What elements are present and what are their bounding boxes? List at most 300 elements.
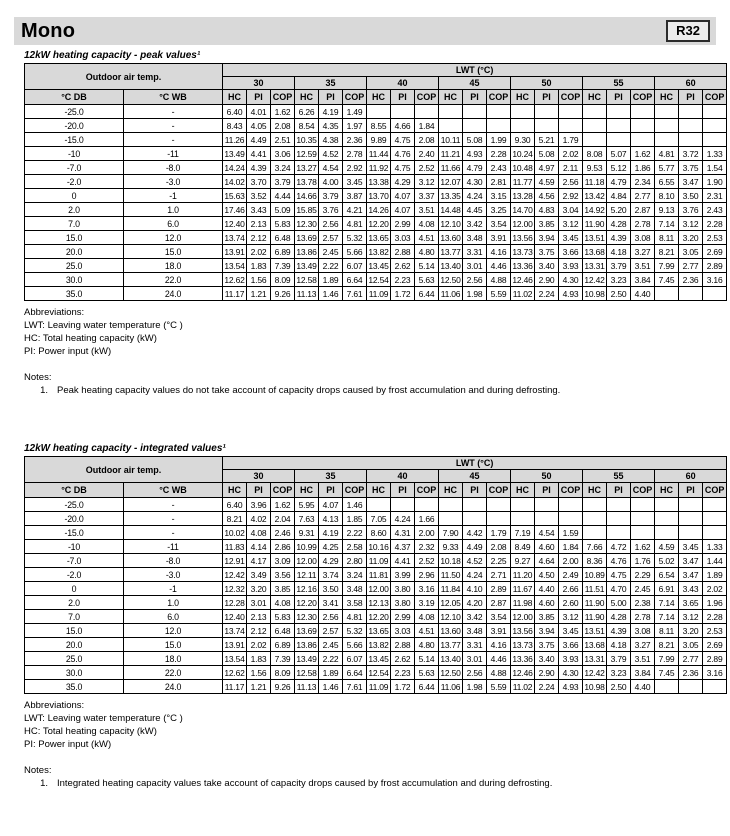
cell-cop: 2.92: [343, 161, 367, 175]
cell-pi: 3.40: [535, 259, 559, 273]
cell-cop: 1.89: [703, 568, 727, 582]
cell-db: -10: [25, 147, 124, 161]
cell-hc: 17.46: [224, 204, 245, 215]
cell-pi: 1.46: [319, 680, 343, 694]
cell-wb: -: [124, 512, 223, 526]
pi-column-header: PI: [535, 483, 559, 498]
cell-pi: 4.79: [607, 175, 631, 189]
cell-hc: 13.60: [440, 625, 461, 636]
cell-pi: 3.43: [679, 582, 703, 596]
cell-cop: 3.24: [271, 161, 295, 175]
cell-hc: 13.82: [368, 246, 389, 257]
model-banner: [14, 17, 716, 45]
cell-hc: 12.50: [440, 667, 461, 678]
cell-pi: 3.42: [463, 610, 487, 624]
cell-pi: 4.02: [247, 512, 271, 526]
cell-pi: 2.90: [535, 273, 559, 287]
cell-hc: 8.11: [655, 624, 679, 638]
cell-cop: [703, 133, 727, 147]
notes-heading: Notes:: [24, 372, 52, 383]
cell-wb: -: [124, 498, 223, 512]
cell-db: 35.0: [25, 680, 124, 694]
cell-cop: 2.86: [271, 540, 295, 554]
cell-wb: -8.0: [124, 161, 223, 175]
cell-hc: 13.65: [368, 625, 389, 636]
cell-db: 20.0: [25, 638, 124, 652]
cell-hc: 11.20: [511, 568, 535, 582]
cell-pi: 1.21: [247, 680, 271, 694]
table-row: [25, 119, 727, 133]
pi-column-header: PI: [247, 483, 271, 498]
cell-hc: 12.50: [440, 274, 461, 285]
cell-cop: 2.78: [631, 610, 655, 624]
table-row: [25, 273, 727, 287]
cell-pi: 3.50: [679, 189, 703, 203]
lwt-group-header: 45: [439, 470, 511, 483]
cell-pi: 1.89: [319, 273, 343, 287]
cell-pi: 4.54: [319, 161, 343, 175]
cell-hc: 14.48: [440, 204, 461, 215]
cell-pi: 4.25: [319, 540, 343, 554]
cell-hc: 5.02: [655, 554, 679, 568]
cell-hc: 11.13: [295, 680, 319, 694]
cell-hc: 13.49: [224, 148, 245, 159]
cell-cop: 1.46: [343, 498, 367, 512]
cell-pi: 3.20: [679, 231, 703, 245]
cell-hc: 13.56: [512, 625, 533, 636]
cell-cop: [559, 105, 583, 119]
cell-cop: 2.38: [631, 596, 655, 610]
cell-hc: 13.91: [224, 639, 245, 650]
cell-cop: 2.81: [487, 175, 511, 189]
cell-pi: 4.64: [535, 554, 559, 568]
cell-db: 35.0: [25, 287, 124, 301]
table-row: [25, 147, 727, 161]
cell-pi: 5.12: [607, 161, 631, 175]
cell-cop: 3.45: [559, 624, 583, 638]
cell-pi: 1.98: [463, 680, 487, 694]
cell-wb: -: [124, 105, 223, 119]
cell-cop: 2.40: [415, 147, 439, 161]
cell-hc: 8.21: [655, 638, 679, 652]
cell-hc: 10.02: [224, 527, 245, 538]
cell-pi: 4.40: [535, 582, 559, 596]
cell-cop: [703, 498, 727, 512]
cell-cop: 2.80: [343, 554, 367, 568]
cell-wb: -8.0: [124, 554, 223, 568]
lwt-group-header: 30: [223, 470, 295, 483]
cell-hc: 8.54: [295, 119, 319, 133]
cell-cop: 3.12: [559, 610, 583, 624]
hc-column-header: HC: [511, 90, 535, 105]
cell-cop: 1.62: [271, 498, 295, 512]
cell-cop: 3.27: [631, 245, 655, 259]
cop-column-header: COP: [559, 483, 583, 498]
cell-hc: 11.09: [367, 287, 391, 301]
cell-cop: [631, 119, 655, 133]
cell-pi: 4.07: [391, 189, 415, 203]
db-column-header: °C DB: [25, 483, 124, 498]
cell-pi: 1.72: [391, 287, 415, 301]
cell-pi: 4.76: [607, 554, 631, 568]
cell-cop: 4.51: [415, 624, 439, 638]
cell-cop: 3.51: [415, 203, 439, 217]
cell-hc: 13.45: [368, 653, 389, 664]
cell-cop: 3.15: [487, 189, 511, 203]
cell-pi: 2.56: [319, 217, 343, 231]
cell-cop: 3.19: [415, 596, 439, 610]
cell-cop: 2.87: [487, 596, 511, 610]
cell-cop: 3.08: [631, 231, 655, 245]
table-row: [25, 287, 727, 301]
cell-cop: 1.79: [487, 526, 511, 540]
cell-hc: 14.26: [368, 204, 389, 215]
cell-pi: [679, 287, 703, 301]
cell-cop: 5.09: [271, 203, 295, 217]
cell-pi: 5.08: [535, 147, 559, 161]
cell-cop: 7.39: [271, 652, 295, 666]
lwt-group-header: 50: [511, 470, 583, 483]
cell-pi: 2.62: [391, 652, 415, 666]
cell-hc: 11.66: [439, 161, 463, 175]
cell-hc: [439, 498, 463, 512]
cell-db: -25.0: [25, 105, 124, 119]
cell-hc: 11.17: [223, 680, 247, 694]
cell-hc: 7.45: [655, 666, 679, 680]
cell-cop: 5.83: [271, 610, 295, 624]
cell-hc: 7.45: [655, 273, 679, 287]
cell-cop: [703, 119, 727, 133]
cell-pi: 4.60: [535, 596, 559, 610]
lwt-group-header: 45: [439, 77, 511, 90]
cell-cop: 1.85: [343, 512, 367, 526]
cell-hc: 13.49: [296, 653, 317, 664]
cell-wb: -3.0: [124, 568, 223, 582]
cell-cop: 2.08: [487, 540, 511, 554]
cell-hc: 8.11: [655, 231, 679, 245]
table-row: [25, 133, 727, 147]
cell-cop: 2.11: [559, 161, 583, 175]
peak-table-title: 12kW heating capacity - peak values¹: [24, 50, 201, 61]
cell-pi: 4.31: [391, 526, 415, 540]
cell-hc: 11.02: [511, 680, 535, 694]
cell-cop: 3.48: [343, 582, 367, 596]
table-row: [25, 666, 727, 680]
cell-pi: [463, 119, 487, 133]
integrated-values-section: [14, 443, 725, 790]
cell-pi: [607, 512, 631, 526]
table-row: [25, 203, 727, 217]
cell-hc: 7.14: [655, 596, 679, 610]
cell-cop: [559, 512, 583, 526]
cell-pi: 3.74: [319, 568, 343, 582]
lwt-group-header: 60: [655, 77, 727, 90]
cell-cop: 2.53: [703, 624, 727, 638]
cell-pi: 4.93: [463, 147, 487, 161]
cell-cop: 4.51: [415, 231, 439, 245]
abbreviation-line: PI: Power input (kW): [24, 346, 112, 357]
cell-hc: 8.21: [223, 512, 247, 526]
cell-hc: 13.45: [368, 260, 389, 271]
cell-cop: 5.32: [343, 624, 367, 638]
cell-hc: 10.99: [296, 541, 317, 552]
cell-hc: 10.89: [584, 569, 605, 580]
cell-cop: 7.61: [343, 287, 367, 301]
cell-cop: 4.46: [487, 652, 511, 666]
cell-pi: 4.20: [463, 596, 487, 610]
cell-pi: 4.54: [535, 526, 559, 540]
cell-pi: [463, 105, 487, 119]
cell-cop: 4.21: [343, 203, 367, 217]
cell-cop: 5.59: [487, 287, 511, 301]
cell-hc: 11.26: [223, 133, 247, 147]
cell-pi: [535, 105, 559, 119]
cell-cop: 2.77: [631, 189, 655, 203]
cell-cop: 9.26: [271, 287, 295, 301]
cell-pi: 4.08: [247, 526, 271, 540]
cell-db: 2.0: [25, 203, 124, 217]
pi-column-header: PI: [463, 90, 487, 105]
cell-hc: 11.81: [367, 568, 391, 582]
cell-pi: 4.84: [607, 189, 631, 203]
cell-hc: 9.27: [511, 554, 535, 568]
cell-hc: 12.40: [224, 611, 245, 622]
cell-pi: 3.47: [679, 175, 703, 189]
cell-hc: 12.00: [512, 218, 533, 229]
cell-cop: 3.66: [559, 638, 583, 652]
pi-column-header: PI: [607, 90, 631, 105]
cell-db: 15.0: [25, 624, 124, 638]
abbreviations-heading: Abbreviations:: [24, 700, 85, 711]
lwt-group-header: 40: [367, 470, 439, 483]
cell-hc: [583, 133, 607, 147]
cell-pi: 1.89: [319, 666, 343, 680]
cell-hc: [511, 119, 535, 133]
cell-hc: 11.77: [511, 175, 535, 189]
cell-cop: 2.78: [343, 147, 367, 161]
cell-cop: 6.07: [343, 652, 367, 666]
cell-cop: 2.34: [631, 175, 655, 189]
cell-cop: [559, 119, 583, 133]
cell-db: -25.0: [25, 498, 124, 512]
cell-hc: [655, 512, 679, 526]
cell-hc: 13.51: [584, 625, 605, 636]
table-row: [25, 512, 727, 526]
cell-hc: 12.42: [584, 667, 605, 678]
cell-wb: 24.0: [124, 287, 223, 301]
cell-pi: 3.75: [535, 638, 559, 652]
cell-db: 25.0: [25, 652, 124, 666]
cell-cop: 4.44: [271, 189, 295, 203]
cell-pi: 3.23: [607, 273, 631, 287]
model-title: Mono: [21, 19, 76, 42]
hc-column-header: HC: [439, 483, 463, 498]
cell-pi: 4.41: [391, 554, 415, 568]
cell-cop: 2.96: [415, 568, 439, 582]
cell-pi: 3.72: [679, 147, 703, 161]
cell-cop: 2.89: [487, 582, 511, 596]
cell-hc: 13.69: [296, 625, 317, 636]
cell-cop: 4.93: [559, 680, 583, 694]
cell-cop: 3.58: [343, 596, 367, 610]
cell-cop: 2.08: [271, 119, 295, 133]
cell-cop: [631, 133, 655, 147]
cell-hc: [439, 512, 463, 526]
table-row: [25, 680, 727, 694]
cell-hc: 13.74: [224, 232, 245, 243]
cell-cop: 7.61: [343, 680, 367, 694]
cell-wb: 12.0: [124, 624, 223, 638]
cell-hc: 13.91: [224, 246, 245, 257]
abbreviation-line: PI: Power input (kW): [24, 739, 112, 750]
cell-hc: 11.02: [511, 287, 535, 301]
cell-pi: 3.48: [463, 231, 487, 245]
lwt-group-header: 35: [295, 470, 367, 483]
cell-pi: 3.01: [247, 596, 271, 610]
cell-hc: 12.20: [368, 611, 389, 622]
cell-hc: 10.48: [512, 162, 533, 173]
cell-pi: 3.79: [607, 652, 631, 666]
cell-hc: 12.28: [224, 597, 245, 608]
hc-column-header: HC: [367, 483, 391, 498]
cell-hc: 14.66: [296, 190, 317, 201]
cell-hc: 13.31: [584, 653, 605, 664]
table-row: [25, 105, 727, 119]
cell-cop: 4.40: [631, 287, 655, 301]
cell-db: 7.0: [25, 610, 124, 624]
cell-pi: 3.12: [679, 217, 703, 231]
cell-hc: 13.36: [512, 653, 533, 664]
cell-cop: 2.32: [415, 540, 439, 554]
cell-hc: 11.92: [367, 161, 391, 175]
cell-cop: 4.80: [415, 638, 439, 652]
cell-pi: 2.02: [247, 638, 271, 652]
cell-cop: 2.58: [343, 540, 367, 554]
cell-hc: 15.63: [224, 190, 245, 201]
cell-pi: [535, 498, 559, 512]
cell-hc: 10.18: [440, 555, 461, 566]
cell-hc: 13.65: [368, 232, 389, 243]
cell-pi: 4.07: [319, 498, 343, 512]
cell-pi: 4.39: [607, 624, 631, 638]
cell-pi: 4.72: [607, 540, 631, 554]
cell-cop: 1.49: [343, 105, 367, 119]
cell-pi: 4.75: [391, 161, 415, 175]
cell-hc: 13.36: [512, 260, 533, 271]
cell-pi: 2.50: [607, 680, 631, 694]
cell-cop: 2.43: [703, 203, 727, 217]
cell-pi: 2.57: [319, 624, 343, 638]
cell-hc: 12.00: [296, 555, 317, 566]
cell-pi: 4.24: [391, 512, 415, 526]
cell-hc: 11.83: [223, 540, 247, 554]
cell-pi: 3.47: [679, 568, 703, 582]
cell-cop: [703, 287, 727, 301]
cell-hc: 15.85: [296, 204, 317, 215]
cell-cop: 2.04: [271, 512, 295, 526]
cell-cop: 3.93: [559, 259, 583, 273]
cell-cop: 6.89: [271, 638, 295, 652]
cell-cop: 5.83: [271, 217, 295, 231]
cell-pi: 4.41: [247, 147, 271, 161]
cell-hc: 12.62: [224, 274, 245, 285]
table-row: [25, 526, 727, 540]
cell-pi: 4.49: [247, 133, 271, 147]
cell-pi: 2.36: [679, 273, 703, 287]
cell-pi: 4.97: [535, 161, 559, 175]
cell-cop: 2.89: [703, 652, 727, 666]
cell-pi: 2.23: [391, 666, 415, 680]
cell-hc: 11.90: [583, 610, 607, 624]
cell-pi: 1.56: [247, 666, 271, 680]
pi-column-header: PI: [247, 90, 271, 105]
cop-column-header: COP: [631, 483, 655, 498]
cell-cop: 2.71: [487, 568, 511, 582]
cell-cop: 1.84: [559, 540, 583, 554]
cell-cop: 3.91: [487, 624, 511, 638]
cell-cop: 3.25: [487, 203, 511, 217]
cell-cop: 8.09: [271, 666, 295, 680]
cell-hc: 13.27: [296, 162, 317, 173]
cell-cop: 3.85: [271, 582, 295, 596]
cell-pi: [679, 498, 703, 512]
cell-cop: 2.52: [415, 161, 439, 175]
cell-cop: 6.44: [415, 287, 439, 301]
cell-wb: -: [124, 526, 223, 540]
cell-db: -2.0: [25, 175, 124, 189]
pi-column-header: PI: [535, 90, 559, 105]
cell-db: -20.0: [25, 512, 124, 526]
cell-hc: 8.08: [583, 147, 607, 161]
cell-pi: [463, 512, 487, 526]
cell-pi: 4.00: [319, 175, 343, 189]
cop-column-header: COP: [559, 90, 583, 105]
cell-cop: 3.12: [415, 175, 439, 189]
cell-hc: 7.14: [655, 217, 679, 231]
cell-hc: [439, 119, 463, 133]
cell-hc: 9.33: [439, 540, 463, 554]
cell-hc: 12.40: [224, 218, 245, 229]
cell-cop: 3.37: [415, 189, 439, 203]
cell-cop: 4.08: [415, 610, 439, 624]
cell-db: 20.0: [25, 245, 124, 259]
cell-db: -15.0: [25, 526, 124, 540]
cell-hc: 5.77: [655, 161, 679, 175]
cell-cop: 3.09: [271, 554, 295, 568]
cell-pi: 4.17: [247, 554, 271, 568]
cell-pi: 1.72: [391, 680, 415, 694]
cell-cop: 2.22: [343, 526, 367, 540]
wb-column-header: °C WB: [124, 483, 223, 498]
cell-hc: 7.99: [655, 259, 679, 273]
cell-pi: 3.76: [319, 203, 343, 217]
cell-hc: [583, 498, 607, 512]
cell-db: 2.0: [25, 596, 124, 610]
cell-cop: 4.40: [631, 680, 655, 694]
notes-block: [24, 764, 716, 790]
cell-cop: [631, 526, 655, 540]
cell-pi: [679, 680, 703, 694]
note-item: [24, 384, 716, 397]
cell-hc: 7.90: [439, 526, 463, 540]
cell-hc: 13.31: [584, 260, 605, 271]
cell-pi: 4.76: [391, 147, 415, 161]
cell-cop: 1.62: [631, 540, 655, 554]
cell-hc: 7.14: [655, 610, 679, 624]
cell-hc: 12.62: [224, 667, 245, 678]
cell-wb: 18.0: [124, 652, 223, 666]
cell-hc: 11.09: [367, 554, 391, 568]
